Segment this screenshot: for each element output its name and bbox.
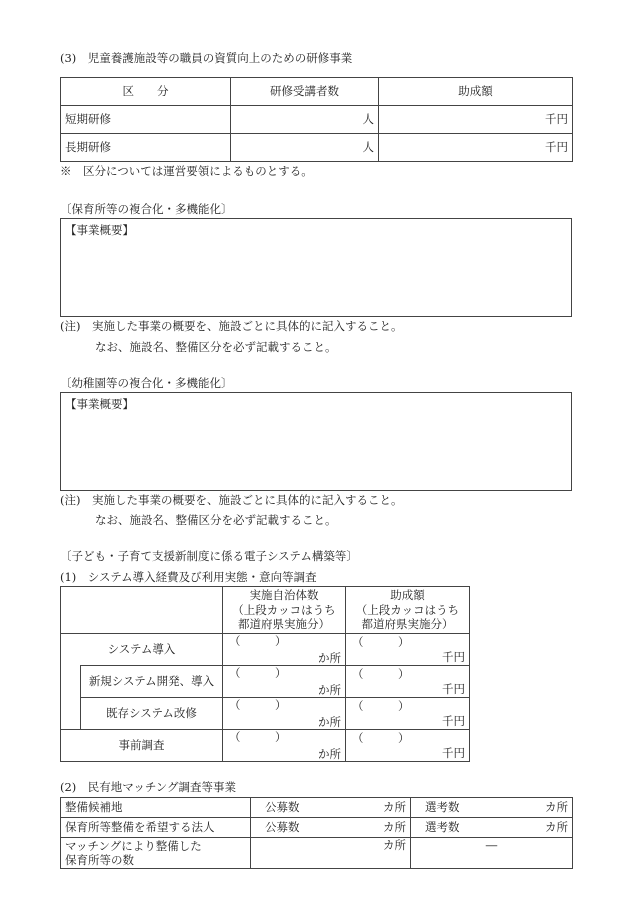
row-label: 長期研修 bbox=[61, 134, 231, 162]
sub-heading: (1) システム導入経費及び利用実態・意向等調査 bbox=[60, 570, 317, 584]
section-title: 〔子ども・子育て支援新制度に係る電子システム構築等〕 bbox=[60, 549, 358, 563]
row-label: 新規システム開発、導入 bbox=[81, 666, 223, 698]
unit: 千円 bbox=[379, 106, 573, 134]
header: 区 分 bbox=[61, 78, 231, 106]
section-title: 〔保育所等の複合化・多機能化〕 bbox=[60, 202, 233, 216]
unit: 人 bbox=[231, 106, 379, 134]
table-row bbox=[61, 134, 573, 162]
table-row: 事前調査 （ ） か所 （ ） 千円 bbox=[61, 730, 470, 762]
matching-table bbox=[60, 797, 573, 869]
header: 実施自治体数 （上段カッコはうち 都道府県実施分） bbox=[223, 587, 346, 634]
box-label: 【事業概要】 bbox=[65, 223, 134, 237]
note: なお、施設名、整備区分を必ず記載すること。 bbox=[95, 340, 337, 354]
table-row: 既存システム改修 （ ） か所 （ ） 千円 bbox=[61, 698, 470, 730]
row-label: 短期研修 bbox=[61, 106, 231, 134]
row-label: 事前調査 bbox=[61, 730, 223, 762]
row-label: 既存システム改修 bbox=[81, 698, 223, 730]
box-label: 【事業概要】 bbox=[65, 397, 134, 411]
unit: 人 bbox=[231, 134, 379, 162]
note: なお、施設名、整備区分を必ず記載すること。 bbox=[95, 513, 337, 527]
table-row: マッチングにより整備した 保育所等の数 カ所 ― bbox=[61, 838, 573, 869]
header: 助成額 bbox=[379, 78, 573, 106]
row-label: 整備候補地 bbox=[61, 798, 251, 818]
training-table bbox=[60, 77, 573, 162]
table-row bbox=[61, 106, 573, 134]
note: ※ 区分については運営要領によるものとする。 bbox=[60, 164, 313, 178]
section-title: 〔幼稚園等の複合化・多機能化〕 bbox=[60, 376, 233, 390]
section-heading: (3) 児童養護施設等の職員の資質向上のための研修事業 bbox=[60, 51, 353, 65]
summary-box[interactable] bbox=[60, 218, 572, 317]
row-label: マッチングにより整備した 保育所等の数 bbox=[61, 838, 251, 869]
sub-heading: (2) 民有地マッチング調査等事業 bbox=[60, 780, 237, 794]
unit: 千円 bbox=[379, 134, 573, 162]
header: 助成額 （上段カッコはうち 都道府県実施分） bbox=[346, 587, 470, 634]
table-row: 新規システム開発、導入 （ ） か所 （ ） 千円 bbox=[61, 666, 470, 698]
table-row: 保育所等整備を希望する法人 公募数 カ所 選考数 カ所 bbox=[61, 818, 573, 838]
system-table bbox=[60, 586, 470, 762]
table-row: 整備候補地 公募数 カ所 選考数 カ所 bbox=[61, 798, 573, 818]
table-row: システム導入 （ ） か所 （ ） 千円 bbox=[61, 634, 470, 666]
note: (注) 実施した事業の概要を、施設ごとに具体的に記入すること。 bbox=[60, 493, 403, 507]
summary-box[interactable] bbox=[60, 392, 572, 491]
row-label: 保育所等整備を希望する法人 bbox=[61, 818, 251, 838]
note: (注) 実施した事業の概要を、施設ごとに具体的に記入すること。 bbox=[60, 319, 403, 333]
row-label: システム導入 bbox=[61, 634, 223, 666]
header: 研修受講者数 bbox=[231, 78, 379, 106]
